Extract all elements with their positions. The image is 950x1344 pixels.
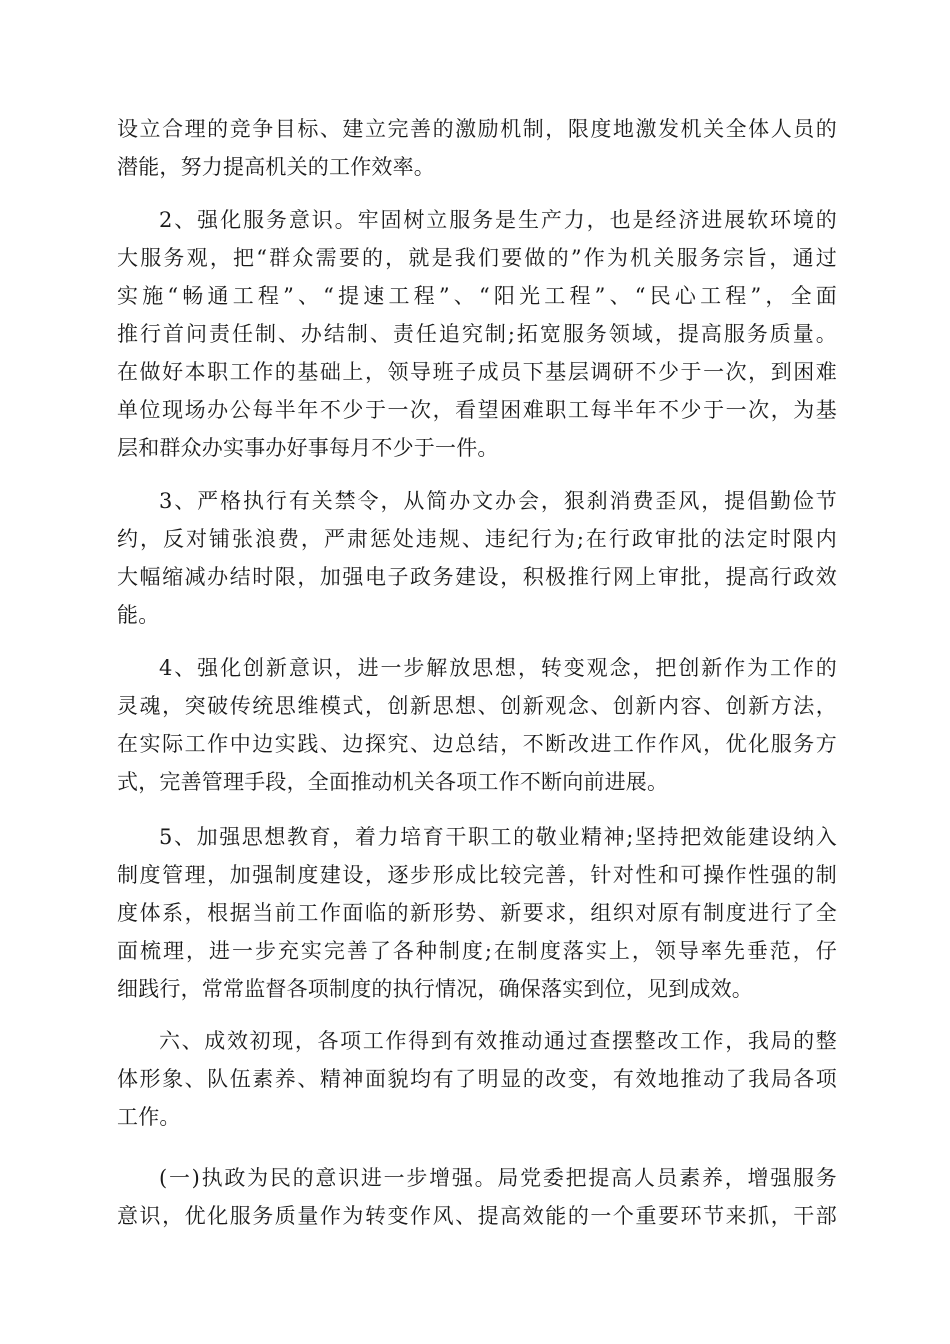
paragraph-line: 约，反对铺张浪费，严肃惩处违规、违纪行为;在行政审批的法定时限内 [117,527,837,551]
paragraph-line: 4、强化创新意识，进一步解放思想，转变观念，把创新作为工作的 [159,656,837,680]
paragraph-line: 意识，优化服务质量作为转变作风、提高效能的一个重要环节来抓，干部 [117,1204,837,1228]
paragraph-service-awareness [117,201,837,467]
paragraph-line: 大服务观，把“群众需要的，就是我们要做的”作为机关服务宗旨，通过 [117,246,837,270]
paragraph-line: 灵魂，突破传统思维模式，创新思想、创新观念、创新内容、创新方法， [117,694,837,718]
paragraph-results-section [117,1022,837,1136]
paragraph-line: 式，完善管理手段，全面推动机关各项工作不断向前进展。 [117,770,669,794]
paragraph-line: 能。 [117,603,160,627]
paragraph-line: 面梳理，进一步充实完善了各种制度;在制度落实上，领导率先垂范，仔 [117,939,837,963]
paragraph-line: 体形象、队伍素养、精神面貌均有了明显的改变，有效地推动了我局各项 [117,1067,837,1091]
paragraph-line: 层和群众办实事办好事每月不少于一件。 [117,436,499,460]
paragraph-governance-awareness [117,1159,837,1235]
paragraph-line: 制度管理，加强制度建设，逐步形成比较完善，针对性和可操作性强的制 [117,863,837,887]
paragraph-strict-prohibitions [117,482,837,634]
paragraph-line: 实施“畅通工程”、“提速工程”、“阳光工程”、“民心工程”，全面 [117,284,837,308]
paragraph-line: 细践行，常常监督各项制度的执行情况，确保落实到位，见到成效。 [117,977,753,1001]
paragraph-ideological-education [117,818,837,1008]
paragraph-line: 设立合理的竞争目标、建立完善的激励机制，限度地激发机关全体人员的 [117,117,837,141]
paragraph-line: 六、成效初现，各项工作得到有效推动通过查摆整改工作，我局的整 [159,1029,837,1053]
paragraph-line: 单位现场办公每半年不少于一次，看望困难职工每半年不少于一次，为基 [117,398,837,422]
paragraph-line: 5、加强思想教育，着力培育干职工的敬业精神;坚持把效能建设纳入 [159,825,837,849]
paragraph-line: 在做好本职工作的基础上，领导班子成员下基层调研不少于一次，到困难 [117,360,837,384]
paragraph-line: 在实际工作中边实践、边探究、边总结，不断改进工作作风，优化服务方 [117,732,837,756]
paragraph-line: 潜能，努力提高机关的工作效率。 [117,155,435,179]
paragraph-line: 3、严格执行有关禁令，从简办文办会，狠刹消费歪风，提倡勤俭节 [159,489,837,513]
paragraph-line: 大幅缩减办结时限，加强电子政务建设，积极推行网上审批，提高行政效 [117,565,837,589]
paragraph-incentive-mechanism [117,110,837,186]
paragraph-line: 推行首问责任制、办结制、责任追究制;拓宽服务领域，提高服务质量。 [117,322,837,346]
paragraph-line: (一)执政为民的意识进一步增强。局党委把提高人员素养，增强服务 [159,1166,837,1190]
paragraph-innovation-awareness [117,649,837,801]
paragraph-line: 2、强化服务意识。牢固树立服务是生产力，也是经济进展软环境的 [159,208,837,232]
paragraph-line: 工作。 [117,1105,181,1129]
paragraph-line: 度体系，根据当前工作面临的新形势、新要求，组织对原有制度进行了全 [117,901,837,925]
